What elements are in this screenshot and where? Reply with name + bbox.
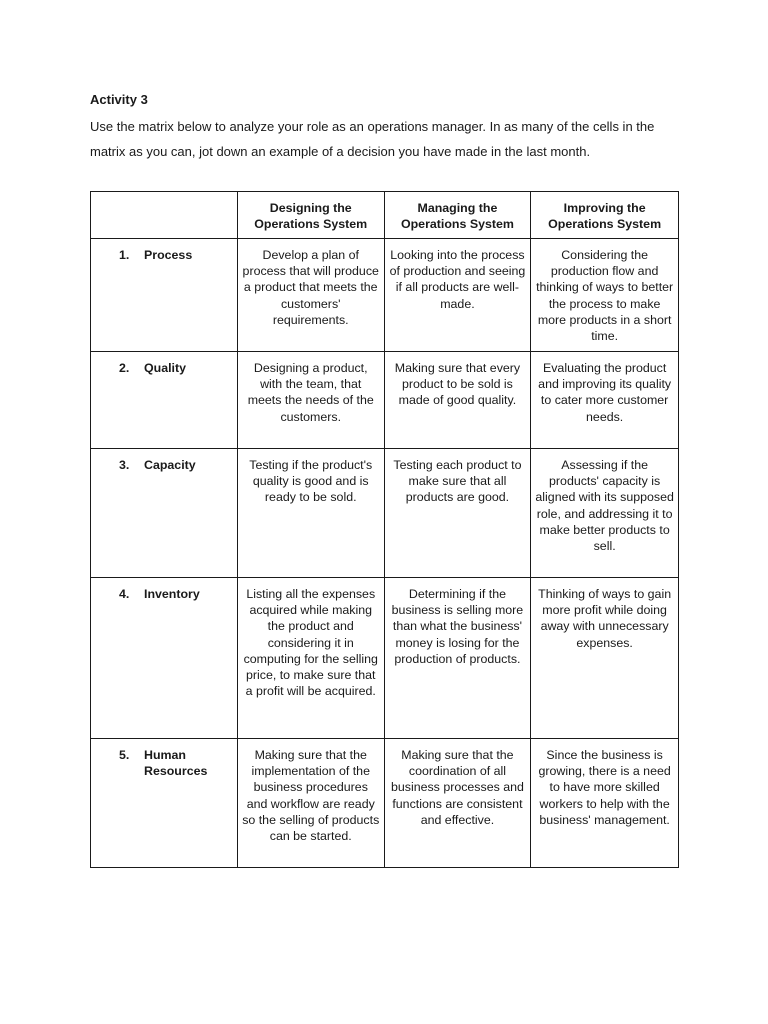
matrix-header-row — [91, 192, 679, 239]
row-label: Process — [144, 248, 193, 262]
operations-matrix-table — [90, 191, 679, 868]
row-number: 2. — [119, 361, 130, 375]
matrix-cell: Determining if the business is selling more than what the business' money is losing for the production of products. — [384, 578, 531, 739]
row-label: Human Resources — [144, 748, 208, 779]
matrix-cell: Making sure that every product to be sold is made of good quality. — [384, 352, 531, 449]
matrix-cell: Testing each product to make sure that all products are good. — [384, 449, 531, 578]
matrix-cell: Since the business is growing, there is a need to have more skilled workers to help with the business' management. — [531, 739, 679, 868]
row-header-process — [91, 239, 238, 352]
row-header-inventory — [91, 578, 238, 739]
row-header-quality — [91, 352, 238, 449]
row-label: Inventory — [144, 587, 200, 601]
matrix-cell: Thinking of ways to gain more profit while doing away with unnecessary expenses. — [531, 578, 679, 739]
column-header-improving: Improving the Operations System — [531, 192, 679, 239]
instructions-text: Use the matrix below to analyze your role as an operations manager. In as many of the cells in the matrix as you can, jot down an example of a decision you have made in the last month. — [90, 119, 655, 159]
matrix-row-inventory — [91, 578, 679, 739]
matrix-cell: Looking into the process of production and seeing if all products are well-made. — [384, 239, 531, 352]
column-header-managing: Managing the Operations System — [384, 192, 531, 239]
matrix-cell: Develop a plan of process that will produce a product that meets the customers' requirements. — [237, 239, 384, 352]
column-header-designing: Designing the Operations System — [237, 192, 384, 239]
matrix-row-process — [91, 239, 679, 352]
matrix-cell: Testing if the product's quality is good and is ready to be sold. — [237, 449, 384, 578]
matrix-row-quality — [91, 352, 679, 449]
matrix-cell: Making sure that the implementation of the business procedures and workflow are ready so the selling of products can be started. — [237, 739, 384, 868]
row-label: Quality — [144, 361, 186, 375]
matrix-cell: Designing a product, with the team, that meets the needs of the customers. — [237, 352, 384, 449]
matrix-cell: Considering the production flow and thinking of ways to better the process to make more products in a short time. — [531, 239, 679, 352]
row-number: 4. — [119, 587, 130, 601]
matrix-cell: Evaluating the product and improving its quality to cater more customer needs. — [531, 352, 679, 449]
row-number: 1. — [119, 248, 130, 262]
activity-title: Activity 3 — [90, 92, 148, 107]
row-header-human-resources — [91, 739, 238, 868]
row-label: Capacity — [144, 458, 196, 472]
matrix-row-capacity — [91, 449, 679, 578]
matrix-cell: Assessing if the products' capacity is aligned with its supposed role, and addressing it to make better products to sell. — [531, 449, 679, 578]
matrix-row-human-resources — [91, 739, 679, 868]
row-header-capacity — [91, 449, 238, 578]
matrix-corner-cell — [91, 192, 238, 239]
row-number: 3. — [119, 458, 130, 472]
matrix-cell: Making sure that the coordination of all business processes and functions are consistent and effective. — [384, 739, 531, 868]
row-number: 5. — [119, 748, 130, 762]
matrix-cell: Listing all the expenses acquired while making the product and considering it in computing for the selling price, to make sure that a profit will be acquired. — [237, 578, 384, 739]
